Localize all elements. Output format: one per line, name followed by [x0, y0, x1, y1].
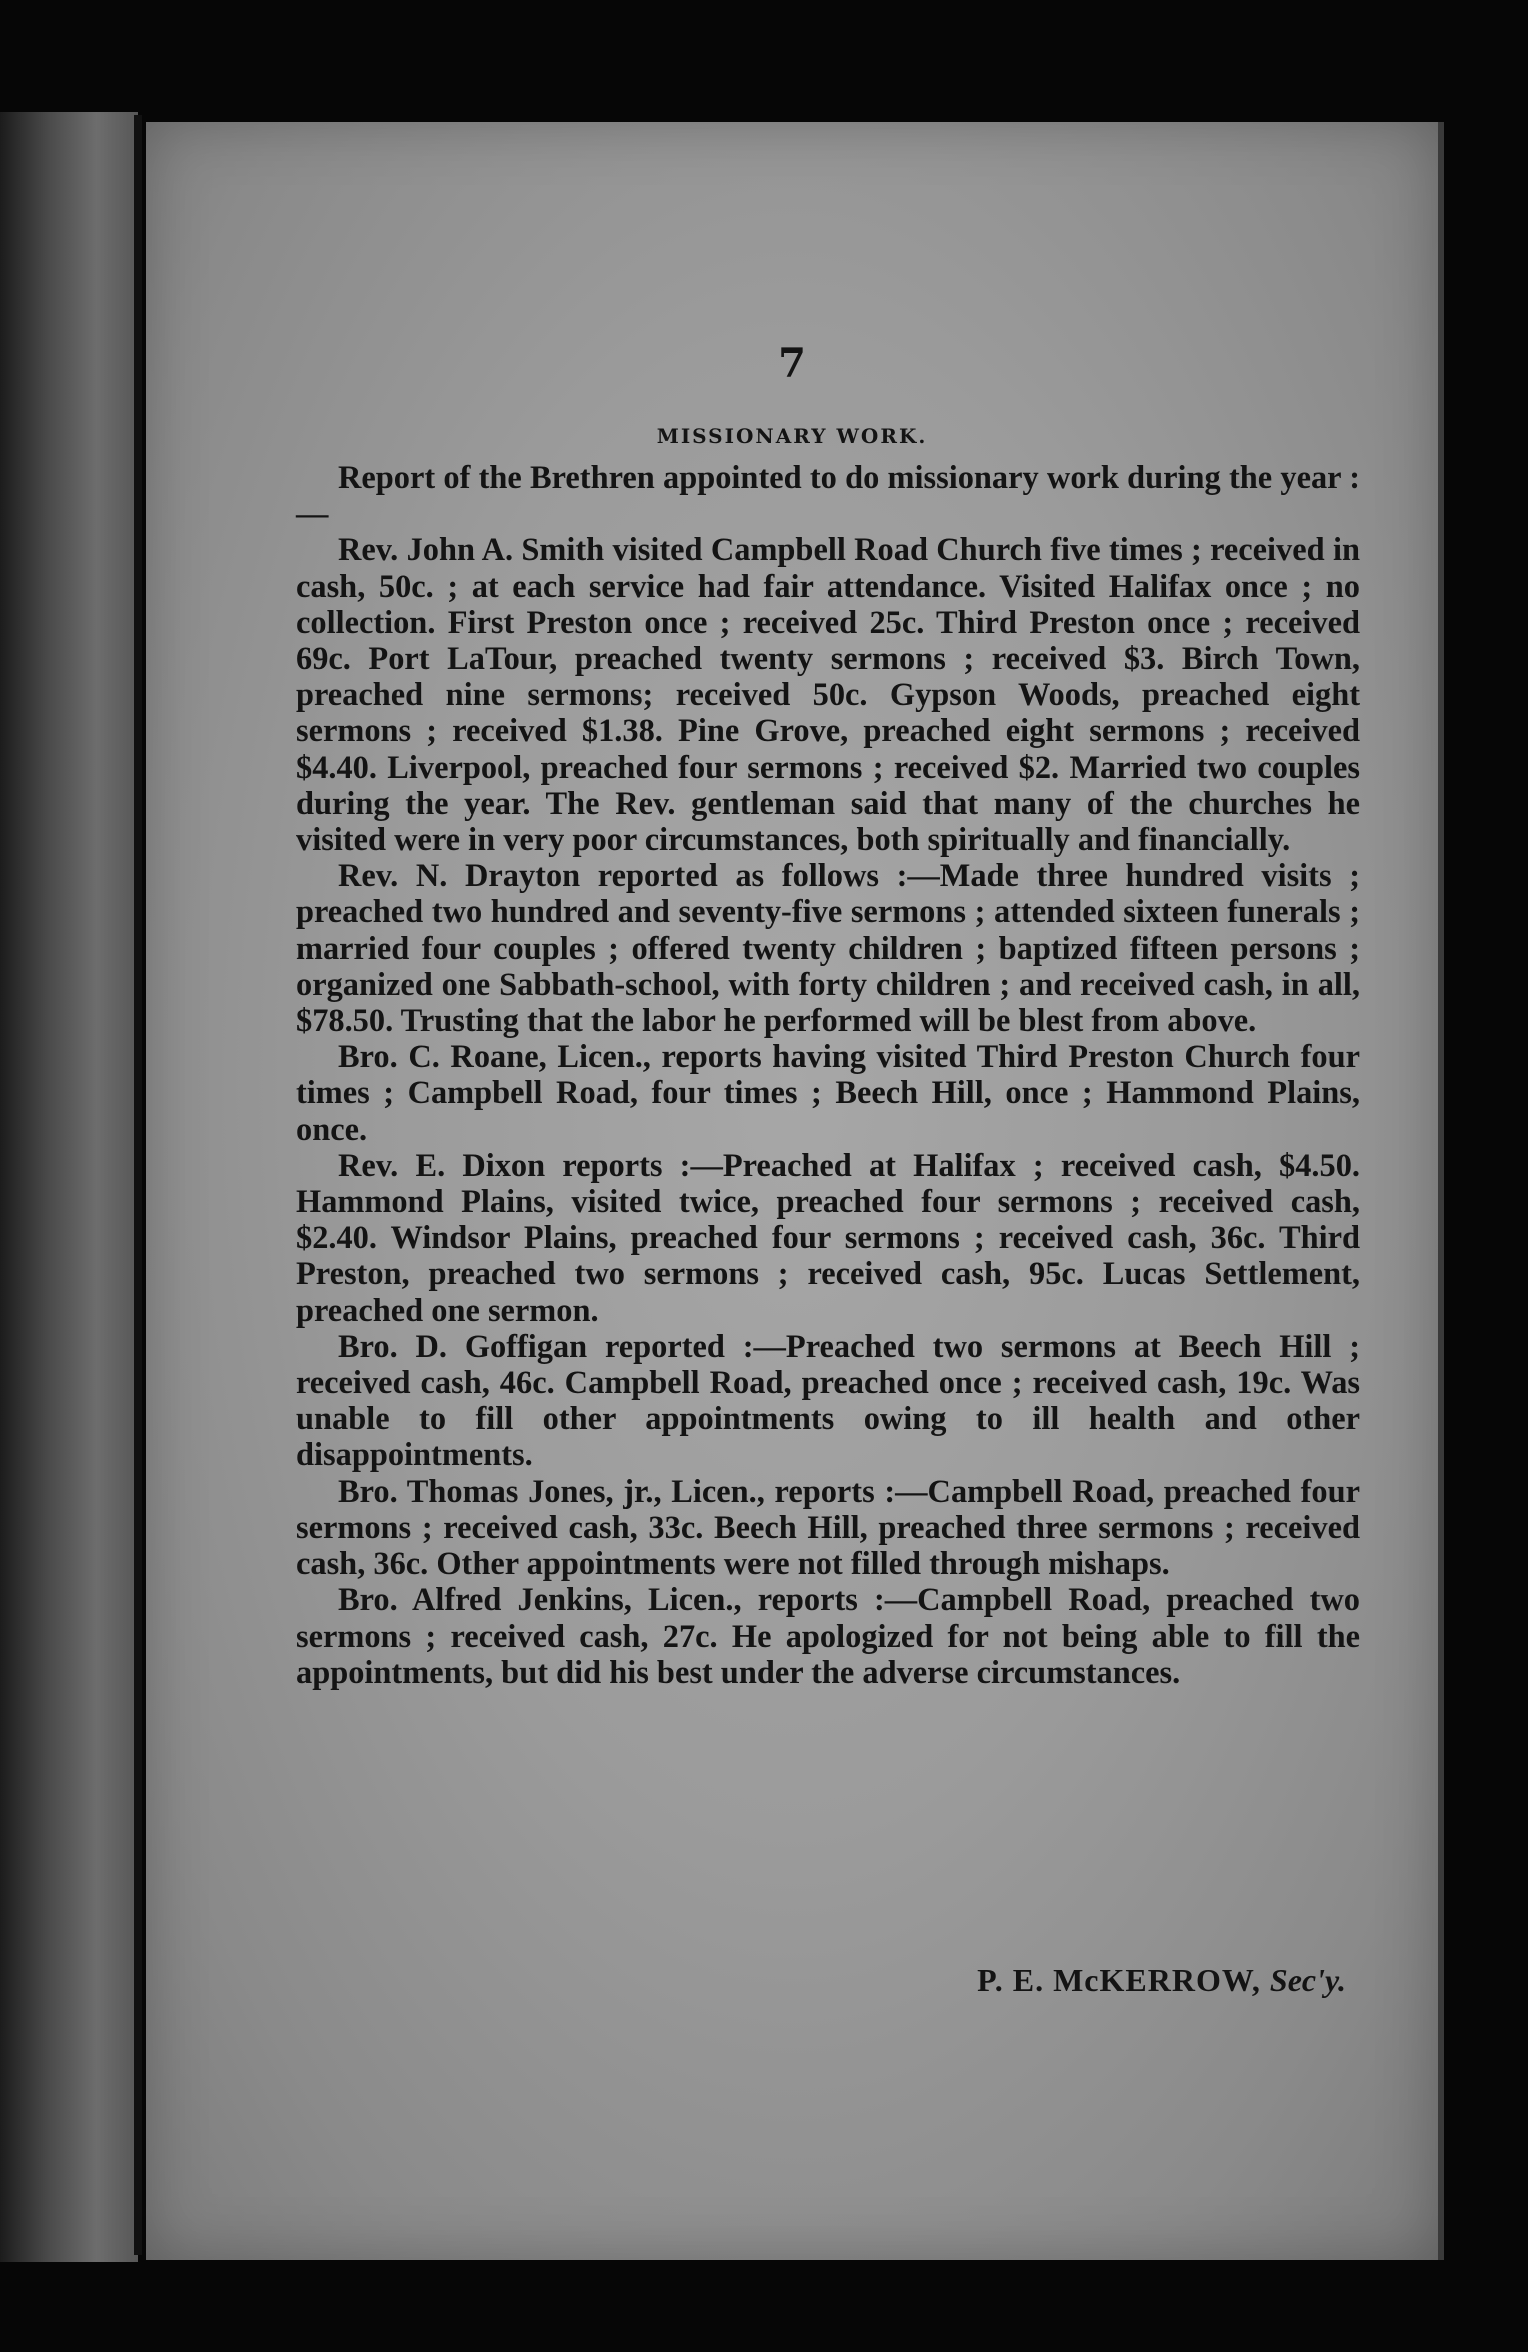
section-heading: MISSIONARY WORK. — [656, 424, 928, 448]
paragraph-jenkins: Bro. Alfred Jenkins, Licen., reports :—Campbell Road, preached two sermons ; received cash, 27c. He apologized for not being able to fill the appointments, but did his best under the adverse circumstances. — [296, 1582, 1360, 1691]
paragraph-intro: Report of the Brethren appointed to do missionary work during the year :— — [296, 460, 1360, 533]
book-gutter — [134, 115, 142, 2255]
report-body — [296, 460, 1360, 1691]
paragraph-goffigan: Bro. D. Goffigan reported :—Preached two sermons at Beech Hill ; received cash, 46c. Campbell Road, preached once ; received cash, 19c. Was unable to fill other appointments owing to ill health and other disappointments. — [296, 1328, 1360, 1474]
paragraph-roane: Bro. C. Roane, Licen., reports having visited Third Preston Church four times ; Campbell Road, four times ; Beech Hill, once ; Hammond Plains, once. — [296, 1039, 1360, 1148]
paragraph-jones: Bro. Thomas Jones, jr., Licen., reports :—Campbell Road, preached four sermons ; received cash, 33c. Beech Hill, preached three sermons ; received cash, 36c. Other appointments were not filled through mishaps. — [296, 1473, 1360, 1583]
signature-name: P. E. McKERROW, — [977, 1962, 1261, 1998]
document-page — [146, 122, 1444, 2260]
paragraph-dixon: Rev. E. Dixon reports :—Preached at Halifax ; received cash, $4.50. Hammond Plains, visited twice, preached four sermons ; received cash, $2.40. Windsor Plains, preached four sermons ; received cash, 36c. Third Preston, preached two sermons ; received cash, 95c. Lucas Settlement, preached one sermon. — [296, 1147, 1360, 1329]
secretary-signature — [296, 1962, 1346, 1999]
facing-page-edge — [0, 112, 138, 2262]
paragraph-drayton: Rev. N. Drayton reported as follows :—Made three hundred visits ; preached two hundred and seventy-five sermons ; attended sixteen funerals ; married four couples ; offered twenty children ; baptized fifteen persons ; organized one Sabbath-school, with forty children ; and received cash, in all, $78.50. Trusting that the labor he performed will be blest from above. — [296, 858, 1360, 1040]
signature-title: Sec'y. — [1269, 1962, 1346, 1998]
paragraph-smith: Rev. John A. Smith visited Campbell Road Church five times ; received in cash, 50c. ; at each service had fair attendance. Visited Halifax once ; no collection. First Preston once ; received 25c. Third Preston once ; received 69c. Port LaTour, preached twenty sermons ; received $3. Birch Town, preached nine sermons; received 50c. Gypson Woods, preached eight sermons ; received $1.38. Pine Grove, preached eight sermons ; received $4.40. Liverpool, preached four sermons ; received $2. Married two couples during the year. The Rev. gentleman said that many of the churches he visited were in very poor circumstances, both spiritually and financially. — [296, 532, 1360, 859]
page-number: 7 — [778, 340, 806, 387]
